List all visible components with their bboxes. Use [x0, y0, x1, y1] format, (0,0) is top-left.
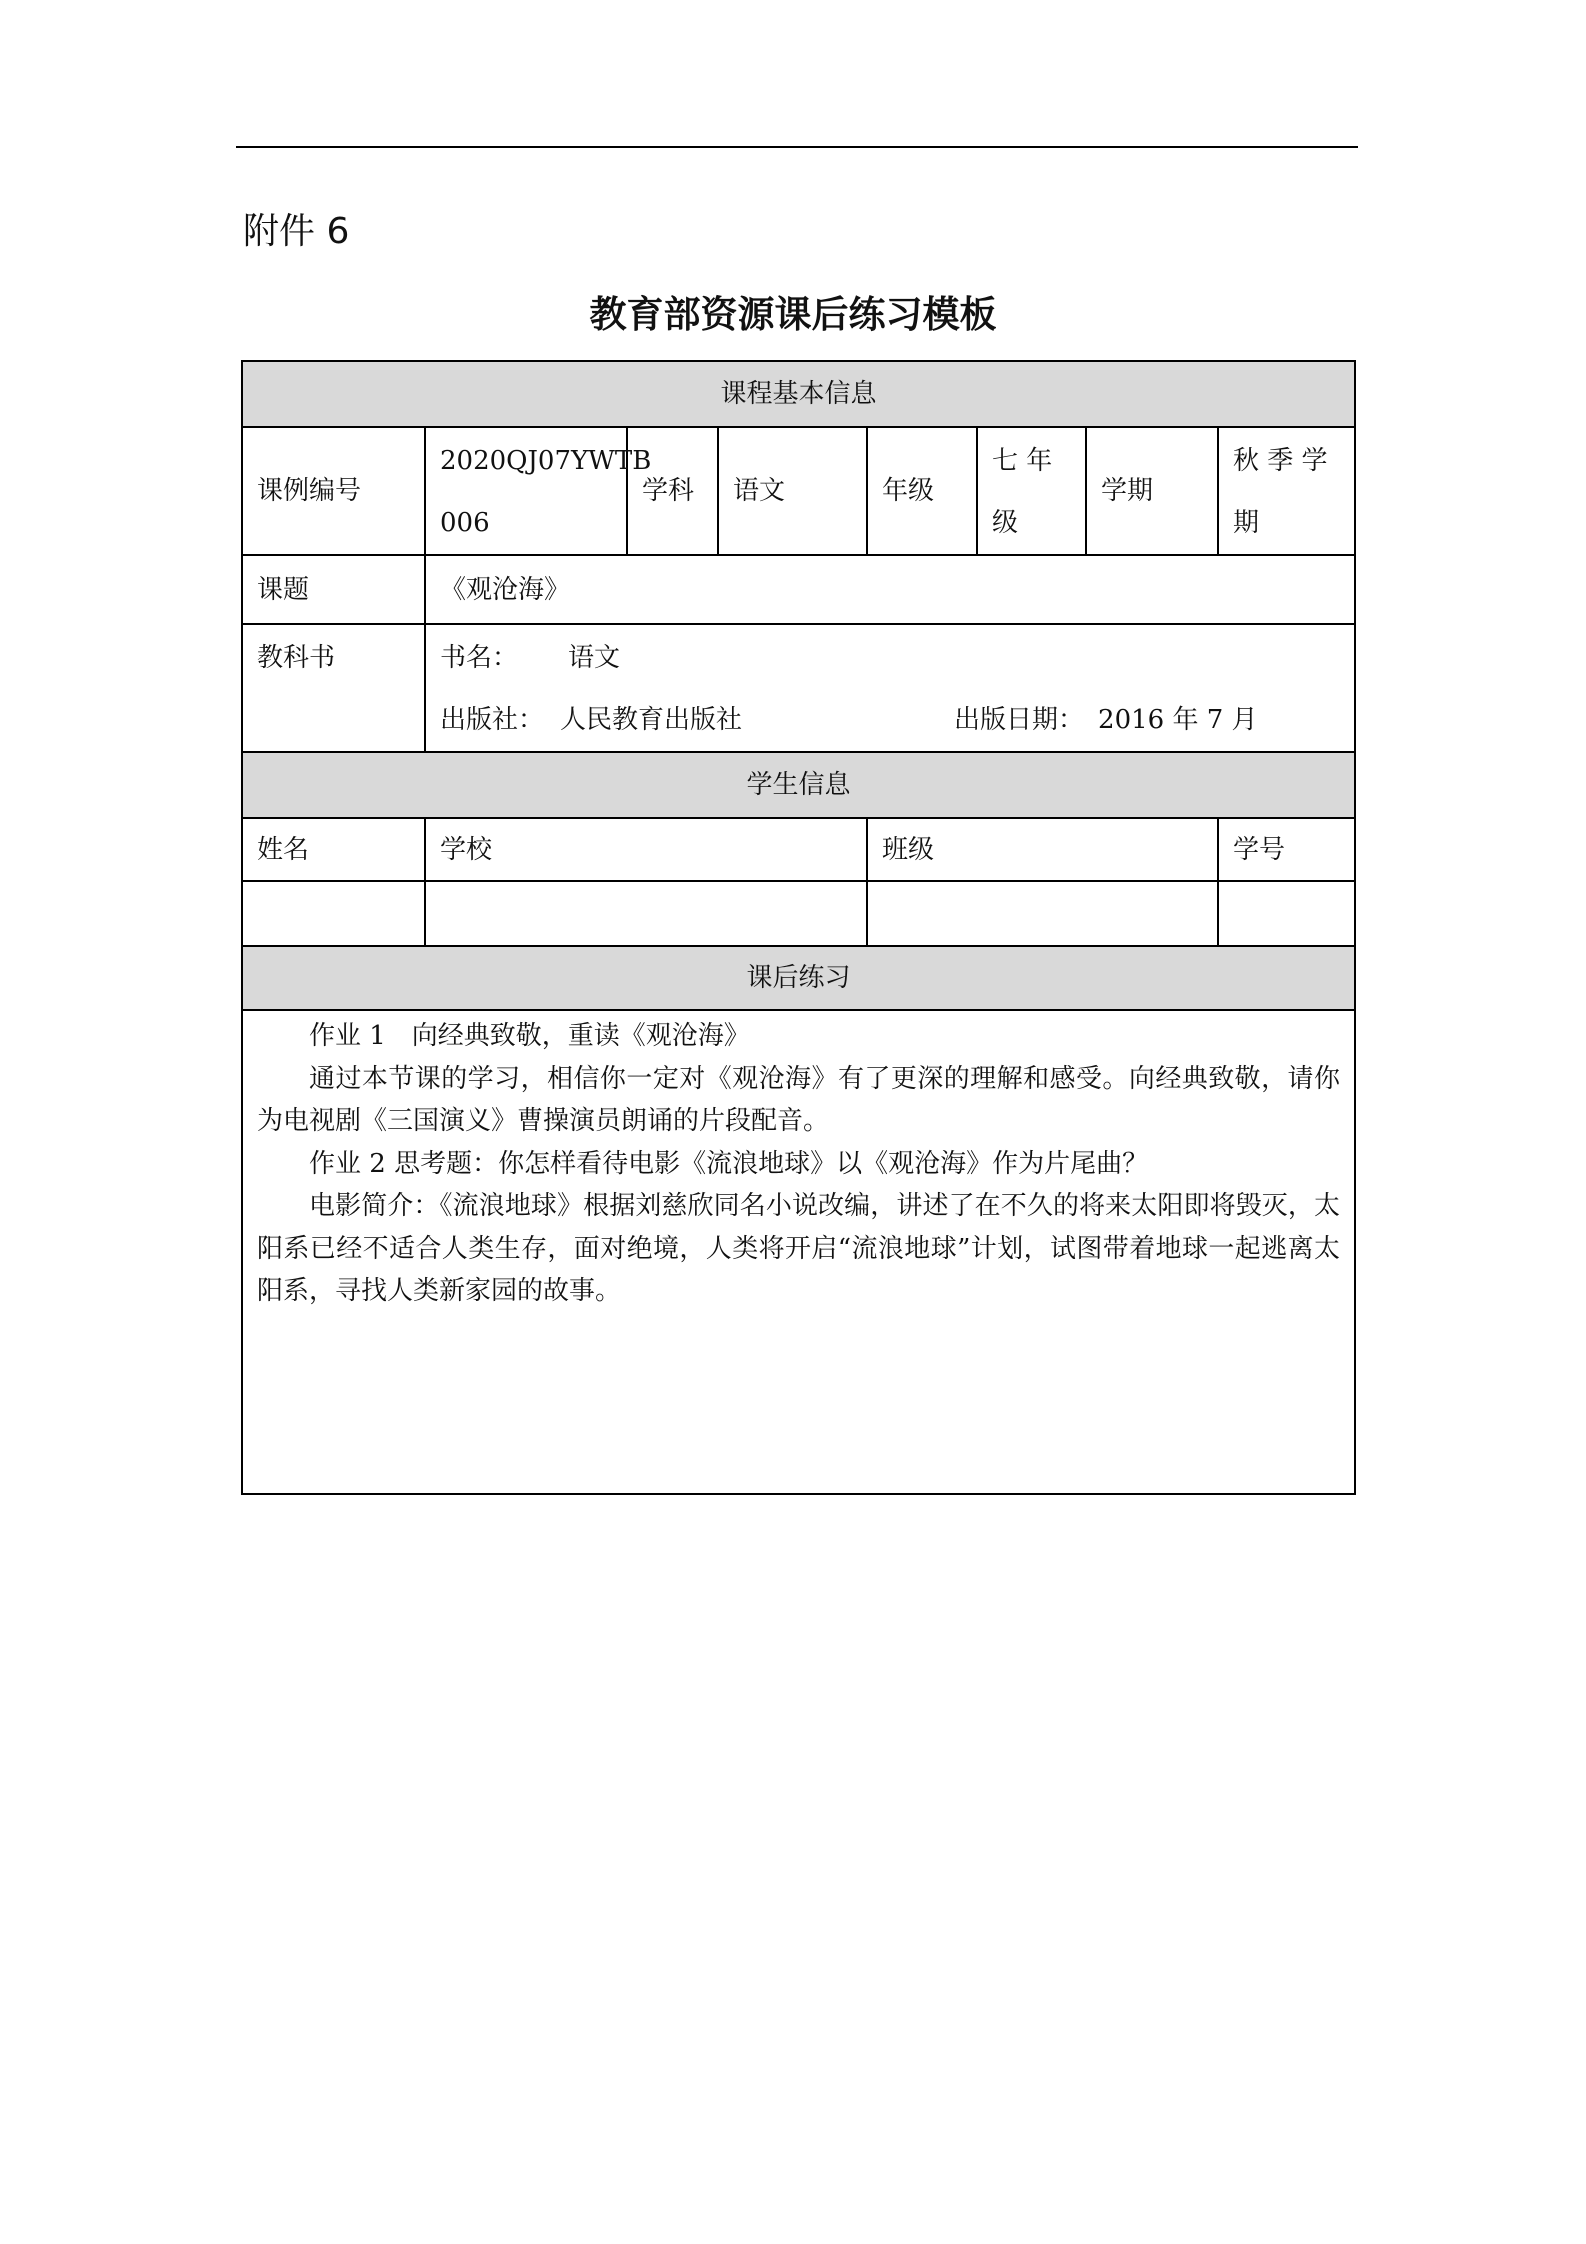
document-title: 教育部资源课后练习模板: [589, 293, 997, 336]
homework-header-row: [242, 946, 1355, 1010]
student-info-header-row: [242, 752, 1355, 818]
topic-value: 《观沧海》: [425, 555, 1355, 624]
homework-paragraph: 电影简介：《流浪地球》根据刘慈欣同名小说改编，讲述了在不久的将来太阳即将毁灭，太阳系已经不适合人类生存，面对绝境，人类将开启“流浪地球”计划，试图带着地球一起逃离太阳系，寻找人类新家园的故事。: [257, 1191, 1341, 1306]
textbook-row: [242, 624, 1355, 752]
name-label: 姓名: [242, 818, 425, 881]
course-id-line1: 2020QJ07YWTB: [440, 446, 652, 476]
homework-paragraph: 作业 1 向经典致敬，重读《观沧海》: [309, 1021, 750, 1051]
school-field[interactable]: [425, 881, 867, 946]
exercise-form-table: [241, 360, 1356, 1495]
term-value-line1: 秋 季 学: [1233, 446, 1328, 476]
subject-label: 学科: [627, 427, 718, 555]
attachment-label: 附件 6: [243, 211, 350, 252]
school-label: 学校: [425, 818, 867, 881]
subject-value: 语文: [718, 427, 867, 555]
homework-paragraph: 通过本节课的学习，相信你一定对《观沧海》有了更深的理解和感受。向经典致敬，请你为电视剧《三国演义》曹操演员朗诵的片段配音。: [257, 1063, 1341, 1136]
course-id-line2: 006: [440, 508, 490, 538]
homework-section-title: 课后练习: [242, 946, 1355, 1010]
course-basic-row: [242, 427, 1355, 555]
grade-label: 年级: [867, 427, 977, 555]
student-no-field[interactable]: [1218, 881, 1355, 946]
course-info-header-row: [242, 361, 1355, 427]
class-field[interactable]: [867, 881, 1218, 946]
course-info-section-title: 课程基本信息: [242, 361, 1355, 427]
pub-date-label: 出版日期：: [954, 705, 1085, 735]
book-name-label: 书名：: [440, 643, 519, 673]
term-label: 学期: [1086, 427, 1218, 555]
grade-value-line1: 七 年: [992, 446, 1053, 476]
class-label: 班级: [867, 818, 1218, 881]
student-labels-row: [242, 818, 1355, 881]
student-info-section-title: 学生信息: [242, 752, 1355, 818]
course-id-label: 课例编号: [242, 427, 425, 555]
term-value-line2: 期: [1233, 508, 1260, 538]
textbook-label: 教科书: [242, 624, 425, 752]
name-field[interactable]: [242, 881, 425, 946]
term-value: [1218, 427, 1355, 555]
grade-value-line2: 级: [992, 508, 1019, 538]
grade-value: [977, 427, 1086, 555]
homework-content-row: [242, 1010, 1355, 1494]
homework-content: [242, 1010, 1355, 1494]
header-rule: [236, 146, 1358, 148]
homework-paragraph: 作业 2 思考题：你怎样看待电影《流浪地球》以《观沧海》作为片尾曲？: [309, 1148, 1149, 1179]
book-name-value: 语文: [568, 643, 621, 673]
textbook-details: [425, 624, 1355, 752]
course-id-value: [425, 427, 652, 555]
pub-date-value: 2016 年 7 月: [1098, 705, 1258, 735]
topic-label: 课题: [242, 555, 425, 624]
publisher-value: 人民教育出版社: [560, 705, 743, 735]
student-no-label: 学号: [1218, 818, 1355, 881]
topic-row: [242, 555, 1355, 624]
student-values-row: [242, 881, 1355, 946]
publisher-label: 出版社：: [440, 705, 545, 735]
